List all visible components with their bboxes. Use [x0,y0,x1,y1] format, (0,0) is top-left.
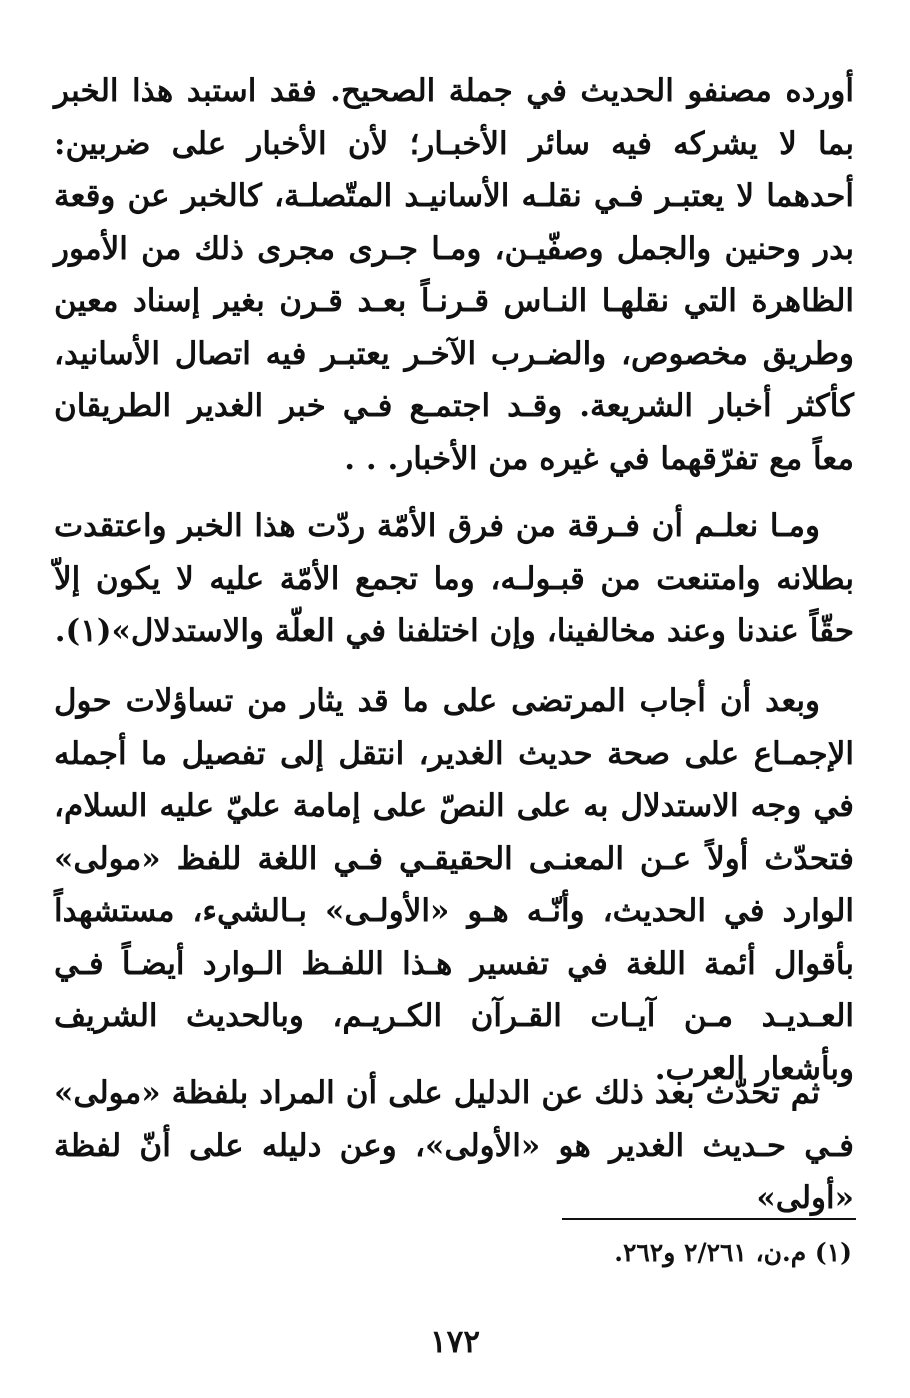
paragraph-4: ثم تحدّث بعد ذلك عن الدليل على أن المراد بلفظة «مولى» فـي حـديث الغدير هو «الأولى»، وعن دليله على أنّ لفظة «أولى» [54,1075,854,1216]
footnote: (١) م.ن، ٢/٢٦١ و٢٦٢. [614,1238,852,1267]
paragraph-1: أورده مصنفو الحديث في جملة الصحيح. فقد استبد هذا الخبر بما لا يشركه فيه سائر الأخبـار؛ لأن الأخبار على ضربين: أحدهما لا يعتبـر فـي نقلـه الأسانيـد المتّصلـة، كالخبر عن وقعة بدر وحنين والجمل وصفّيـن، ومـا جـرى مجرى ذلك من الأمور الظاهرة التي نقلهـا النـاس قـرنـاً بعـد قـرن بغير إسناد معين وطريق مخصوص، والضـرب الآخـر يعتبـر فيه اتصال الأسانيد، كأكثر أخبار الشريعة. وقـد اجتمـع فـي خبر الغدير الطريقان معاً مع تفرّقهما في غيره من الأخبار. . . [54,73,854,477]
footnote-divider [562,1218,856,1220]
paragraph-3: وبعد أن أجاب المرتضى على ما قد يثار من تساؤلات حول الإجمـاع على صحة حديث الغدير، انتقل إلى تفصيل ما أجمله في وجه الاستدلال به على النصّ على إمامة عليّ عليه السلام، فتحدّث أولاً عـن المعنـى الحقيقـي فـي اللغة للفظ «مولى» الوارد في الحديث، وأنّـه هـو «الأولـى» بـالشيء، مستشهداً بأقوال أئمة اللغة في تفسير هـذا اللفـظ الـوارد أيضـاً فـي العـديـد مـن آيـات القـرآن الكـريـم، وبالحديث الشريف وبأشعار العرب. [54,683,854,1087]
page-number: ١٧٢ [430,1324,480,1360]
paragraph-2: ومـا نعلـم أن فـرقة من فرق الأمّة ردّت هذا الخبر واعتقدت بطلانه وامتنعت من قبـولـه، وما تجمع الأمّة عليه لا يكون إلاّ حقّاً عندنا وعند مخالفينا، وإن اختلفنا في العلّة والاستدلال»(١). [54,508,854,649]
